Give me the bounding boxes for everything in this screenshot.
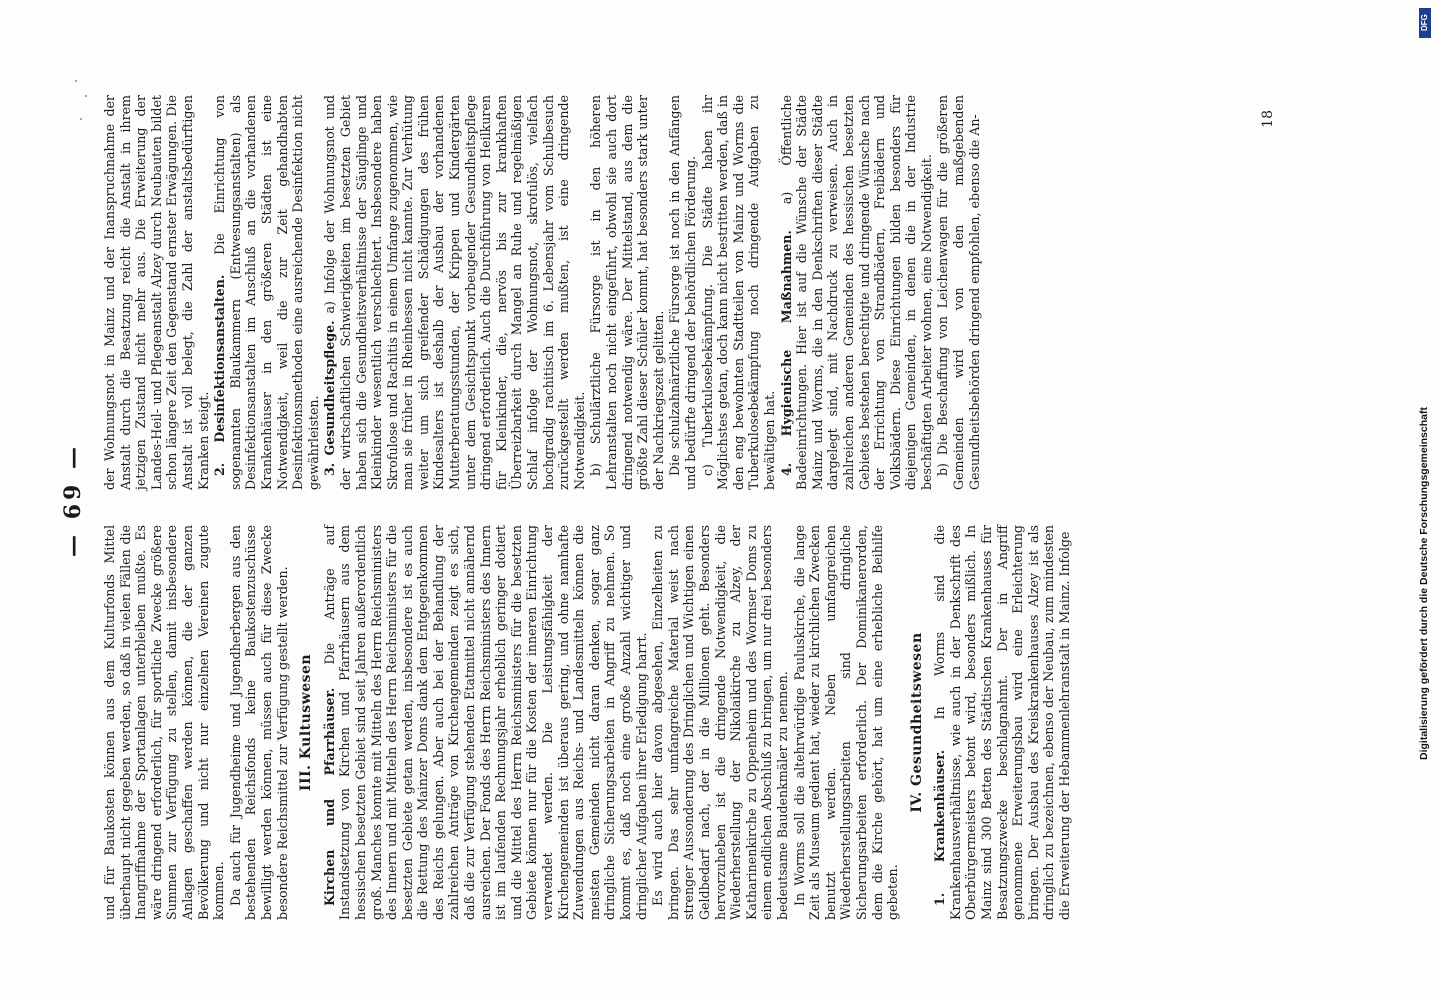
paragraph-hearses: b) Die Beschaffung von Leichenwagen für die größeren Gemeinden wird von den maßgebenden Gesundheitsbehörden dringend empfohlen, ebenso die An- (935, 95, 982, 490)
right-column (102, 95, 983, 490)
paragraph-churches (322, 525, 649, 920)
paragraph-youth-hostels: Da auch für Jugendheime und Jugendherbergen aus den bestehenden Reichsfonds keine Baukostenzuschüsse bewilligt werden können, müssen auch für diese Zwecke besondere Reichsmittel zur Verfügung gestellt werden. (227, 525, 290, 920)
paragraph-lead: 3. Gesundheitspflege. (322, 320, 338, 476)
paragraph-health-care (322, 95, 587, 490)
paragraph-school-dentists: Die schulzahnärztliche Fürsorge ist noch in den Anfängen und bedürfte dringend der behördlichen Förderung. (667, 95, 698, 490)
paragraph-lead: 1. Krankenhäuser. (932, 749, 948, 906)
paragraph-disinfection (212, 95, 321, 490)
paragraph-body: Die Einrichtung von sogenannten Blaukammern (Entwesungsanstalten) als Desinfektionsanstalten im Anschluß an die vorhandenen Krankenhäuser in den größeren Städten ist eine Notwendigkeit, weil die zur Zeit gehandhabten Desinfektionsmethoden eine ausreichende Desinfektion nicht gewährleisten. (212, 95, 321, 490)
paragraph-lead: 4. Hygienische Maßnahmen. (778, 230, 794, 476)
paragraph-lead: Kirchen und Pfarrhäuser. (321, 687, 337, 906)
paragraph-pauluskirche: In Worms soll die altehrwürdige Pauluskirche, die lange Zeit als Museum gedient hat, wieder zu kirchlichen Zwecken benutzt werden. Neben umfangreichen Wiederherstellungsarbeiten sind dringliche Sicherungsarbeiten erforderlich. Der Dominikanerorden, dem die Kirche gehört, hat um eine erhebliche Beihilfe gebeten. (791, 525, 901, 920)
paragraph-sport-funding: und für Baukosten können aus dem Kulturfonds Mittel überhaupt nicht gegeben werden, so daß in vielen Fällen die Inangriffnahme der Sportanlagen unterbleiben mußte. Es wäre dringend erforderlich, für sportliche Zwecke größere Summen zur Verfügung zu stellen, damit insbesondere Anlagen geschaffen werden können, die der ganzen Bevölkerung und nicht nur einzelnen Vereinen zugute kommen. (102, 525, 227, 920)
paragraph-body: Die Anträge auf Instandsetzung von Kirchen und Pfarrhäusern aus dem hessischen besetzten Gebiet sind seit Jahren außerordentlich groß. Manches konnte mit Mitteln des Herrn Reichsministers des Innern und mit Mitteln des Herrn Reichsministers für die besetzten Gebiete getan werden, insbesondere ist es auch die Rettung des Mainzer Doms dank dem Entgegenkommen des Reichs gelungen. Aber auch bei der Behandlung der zahlreichen Anträge von Kirchengemeinden zeigt es sich, daß die zur Verfügung stehenden Etatmittel nicht annähernd ausreichen. Der Fonds des Herrn Reichsministers des Innern ist im laufenden Rechnungsjahr erheblich geringer dotiert und die Mittel des Herrn Reichsministers für die besetzten Gebiete können nur für die Kosten der inneren Einrichtung verwendet werden. Die Leistungsfähigkeit der Kirchengemeinden ist überaus gering, und ohne namhafte Zuwendungen aus Reichs- und Landesmitteln können die meisten Gemeinden nicht daran denken, sogar ganz dringliche Sicherungsarbeiten in Angriff zu nehmen. So kommt es, daß noch eine große Anzahl wichtiger und dringlicher Aufgaben ihrer Erledigung harrt. (321, 525, 649, 920)
page-number: 18 (1260, 110, 1276, 128)
digitization-credit: Digitalisierung gefördert durch die Deutsche Forschungsgemeinschaft (1418, 407, 1430, 760)
paragraph-midwife-school: der Wohnungsnot in Mainz und der Inanspruchnahme der Anstalt durch die Besatzung reicht die Anstalt in ihrem jetzigen Zustand nicht mehr aus. Die Erweiterung der Landes-Heil- und Pflegeanstalt Alzey durch Neubauten bildet schon längere Zeit den Gegenstand ernster Erwägungen. Die Anstalt ist voll belegt, die Zahl der anstaltsbedürftigen Kranken steigt. (102, 95, 211, 490)
left-column (102, 525, 1074, 920)
paragraph-school-doctors: b) Schulärztliche Fürsorge ist in den höheren Lehranstalten noch nicht eingeführt, obwohl sie auch dort dringend notwendig wäre. Der Mittelstand, aus dem die größte Zahl dieser Schüler kommt, hat besonders stark unter der Nachkriegszeit gelitten. (588, 95, 666, 490)
section-heading-kultuswesen: III. Kultuswesen (298, 653, 315, 792)
paragraph-body: a) Öffentliche Badeeinrichtungen. Hier ist auf die Wünsche der Städte Mainz und Worms, die in den Denkschriften dieser Städte dargelegt sind, mit Nachdruck zu verweisen. Auch in zahlreichen anderen Gemeinden des hessischen besetzten Gebietes bestehen berechtigte und dringende Wünsche nach der Errichtung von Strandbädern, Freibädern und Volksbädern. Diese Einrichtungen bilden besonders für diejenigen Gemeinden, in denen die in der Industrie beschäftigten Arbeiter wohnen, eine Notwendigkeit. (778, 95, 934, 490)
page-header: — 69 — (60, 443, 86, 557)
paragraph-hospitals (932, 525, 1072, 920)
rotated-page (60, 70, 1300, 930)
paragraph-body: a) Infolge der Wohnungsnot und der wirtschaftlichen Schwierigkeiten im besetzten Gebiet haben sich die Gesundheitsverhältnisse der Säuglinge und Kleinkinder wesentlich verschlechtert. Insbesondere haben Skrofulose und Rachitis in einem Umfange zugenommen, wie man sie früher in Rheinhessen nicht kannte. Zur Verhütung weiter um sich greifender Schädigungen des frühen Kindesalters ist deshalb der Ausbau der vorhandenen Mutterberatungsstunden, der Krippen und Kindergärten unter dem Gesichtspunkt vorbeugender Gesundheitspflege dringend erforderlich. Auch die Durchführung von Heilkuren für Kleinkinder, die, nervös bis zur krankhaften Überreizbarkeit durch Mangel an Ruhe und regelmäßigen Schlaf infolge der Wohnungsnot, skrofulös, vielfach hochgradig rachitisch im 6. Lebensjahr vom Schulbesuch zurückgestellt werden mußten, ist eine dringende Notwendigkeit. (322, 95, 587, 490)
paragraph-hygiene (779, 95, 935, 490)
paragraph-tuberculosis: c) Tuberkulosebekämpfung. Die Städte haben ihr Möglichstes getan, doch kann nicht bestritten werden, daß in den eng bewohnten Stadtteilen von Mainz und Worms die Tuberkulosebekämpfung noch dringende Aufgaben zu bewältigen hat. (699, 95, 777, 490)
dfg-logo: DFG (1419, 8, 1431, 38)
paragraph-lead: 2. Desinfektionsanstalten. (212, 274, 228, 476)
paragraph-body: In Worms sind die Krankenhausverhältnisse, wie auch in der Denkschrift des Oberbürgermeisters betont wird, besonders mißlich. In Mainz sind 300 Betten des Städtischen Krankenhauses für Besatzungszwecke beschlagnahmt. Der in Angriff genommene Erweiterungsbau wird eine Erleichterung bringen. Der Ausbau des Kreiskrankenhauses Alzey ist als dringlich zu bezeichnen, ebenso der Neubau, zum mindesten die Erweiterung der Hebammenlehranstalt in Mainz. Infolge (932, 525, 1073, 920)
paragraph-monuments: Es wird auch hier davon abgesehen, Einzelheiten zu bringen. Das sehr umfangreiche Material weist nach strenger Aussonderung des Dringlichen und Wichtigen einen Geldbedarf nach, der in die Millionen geht. Besonders hervorzuheben ist die dringende Notwendigkeit, die Wiederherstellung der Nikolaikirche zu Alzey, der Katharinenkirche zu Oppenheim und des Wormser Doms zu einem endlichen Abschluß zu bringen, um nur drei besonders bedeutsame Baudenkmäler zu nennen. (650, 525, 790, 920)
section-heading-gesundheitswesen: IV. Gesundheitswesen (908, 632, 925, 813)
